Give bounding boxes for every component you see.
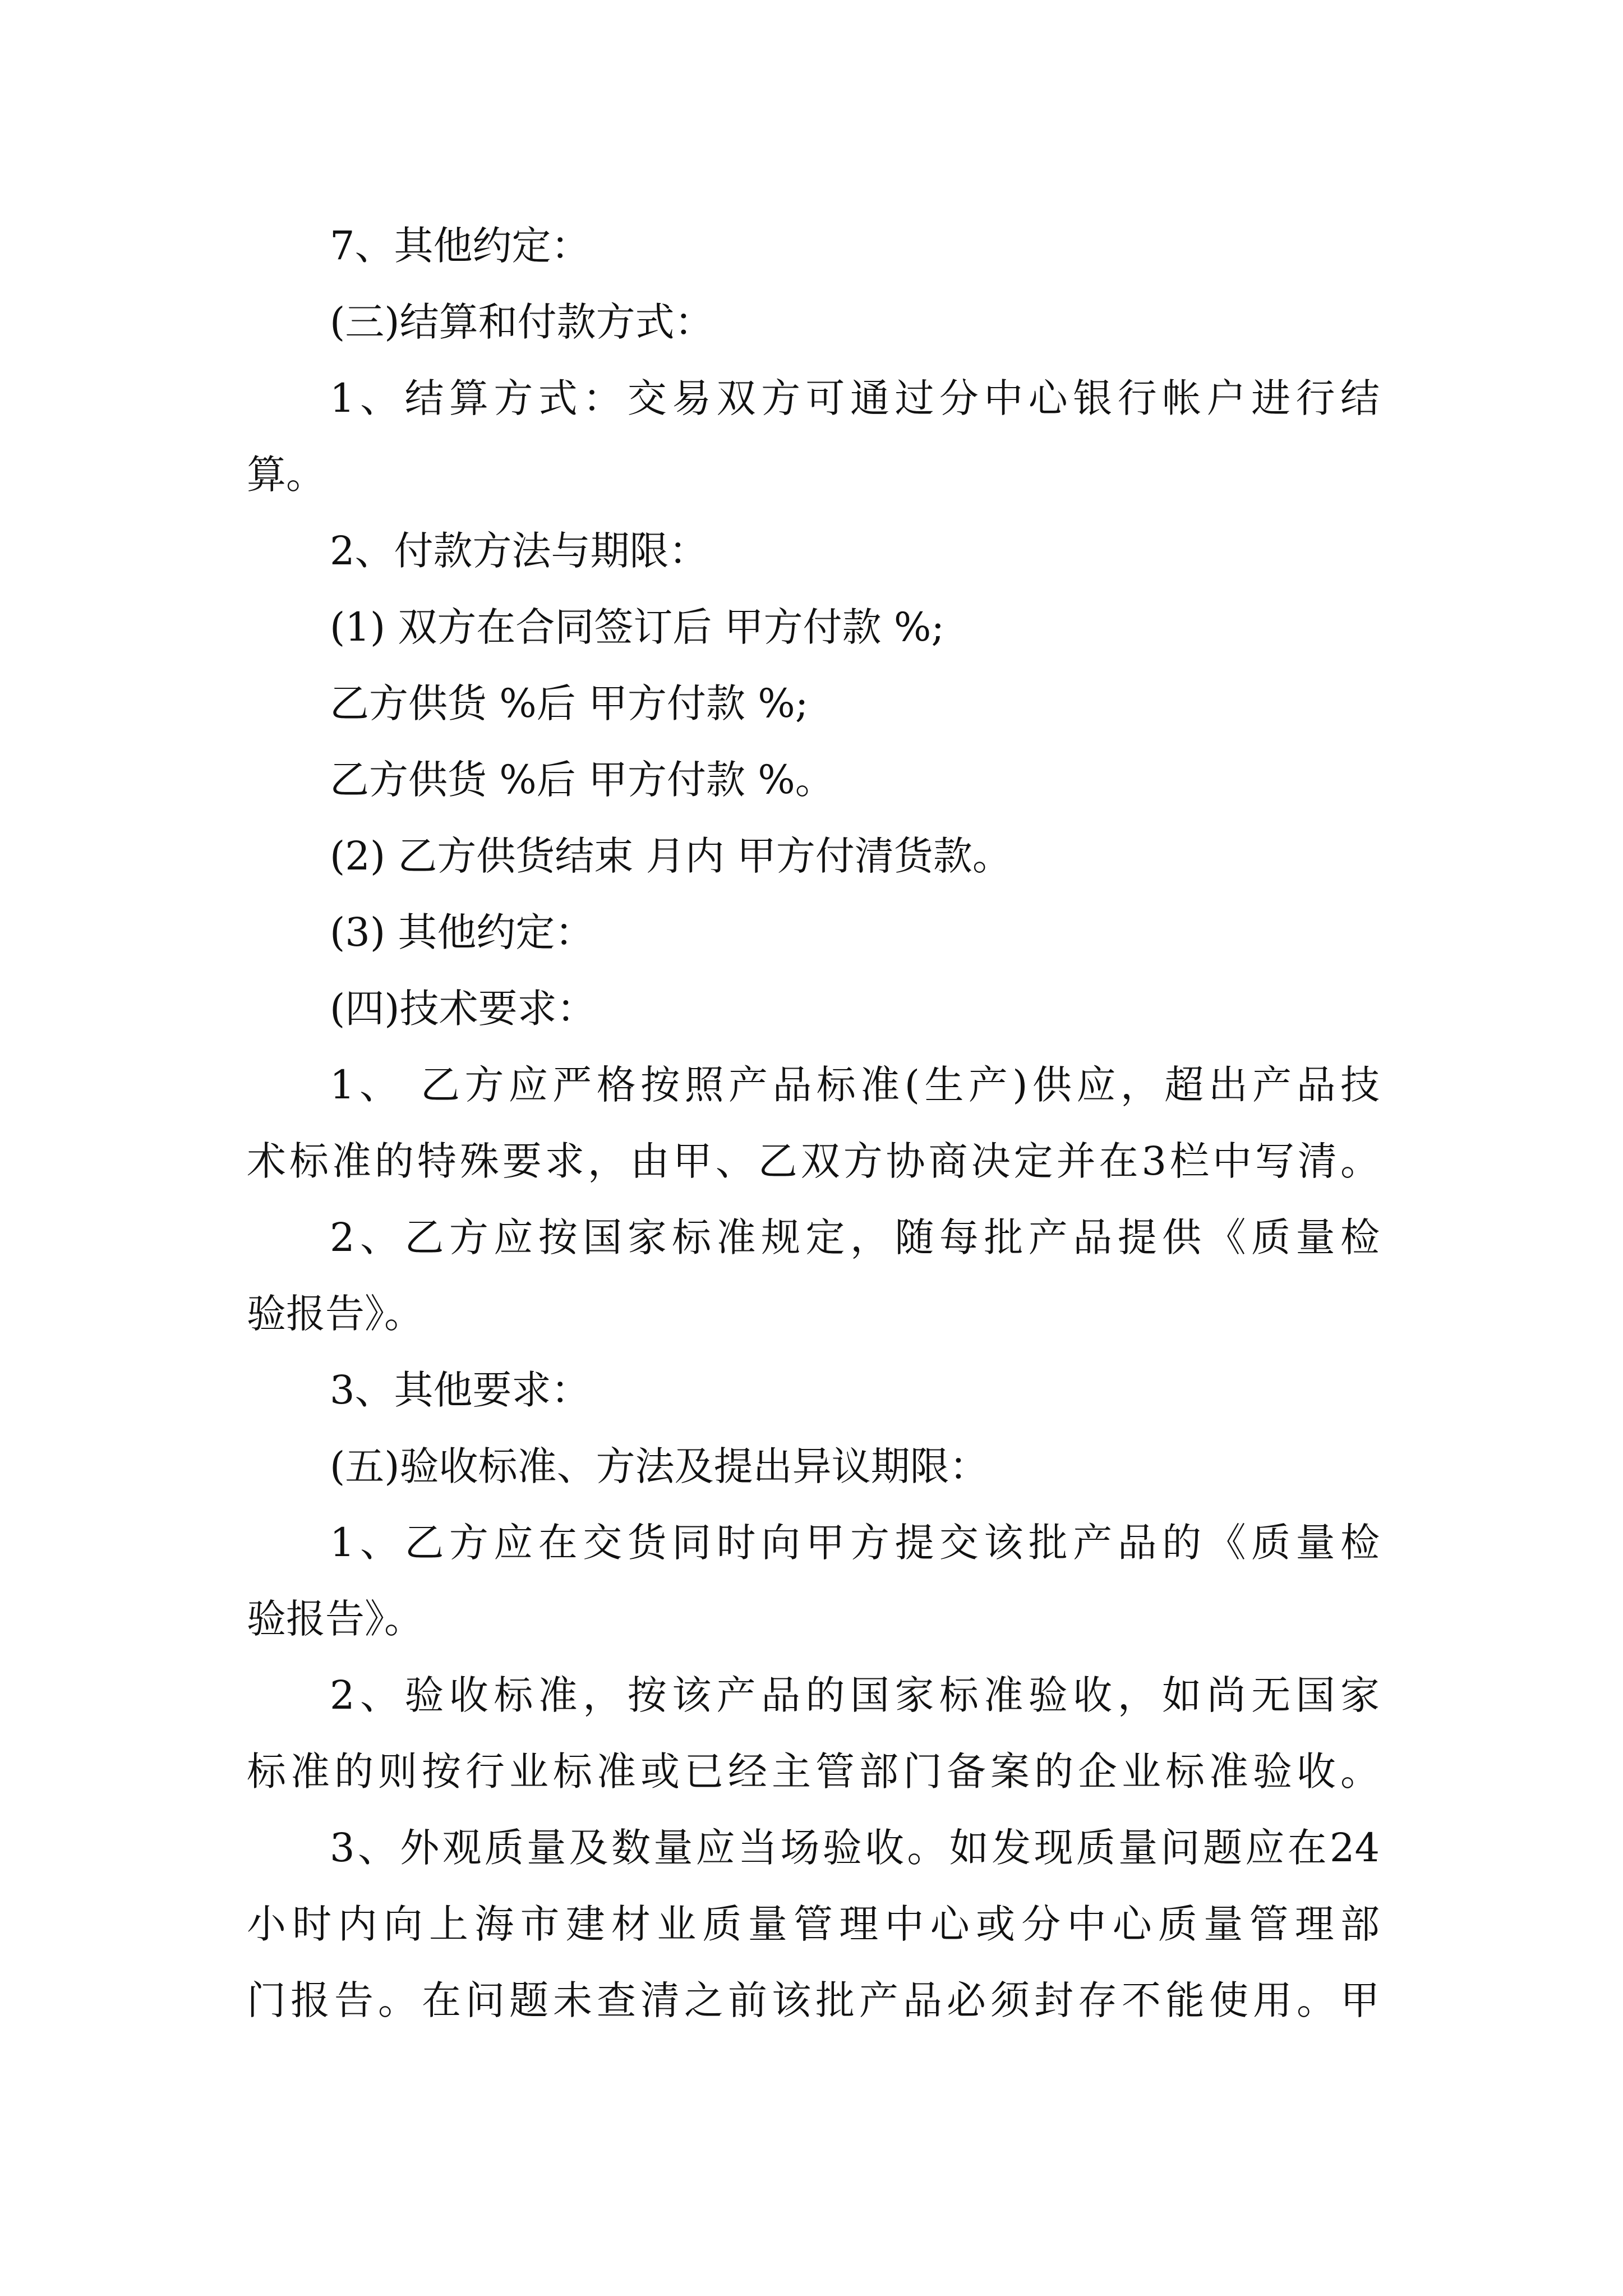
text-line: 乙方供货 %后 甲方付款 %; — [330, 680, 809, 726]
text-line: (2) 乙方供货结束 月内 甲方付清货款。 — [330, 833, 1012, 879]
section-heading: (四)技术要求： — [330, 986, 596, 1032]
text-line: 验报告》。 — [247, 1596, 423, 1642]
text-line: 2、乙方应按国家标准规定，随每批产品提供《质量检 — [330, 1214, 1380, 1260]
text-line: 1、 乙方应严格按照产品标准(生产)供应，超出产品技 — [330, 1062, 1380, 1108]
text-line: (3) 其他约定： — [330, 909, 594, 955]
text-line: 7、其他约定： — [330, 223, 591, 269]
text-line: 1、乙方应在交货同时向甲方提交该批产品的《质量检 — [330, 1520, 1380, 1566]
text-line: 2、验收标准，按该产品的国家标准验收，如尚无国家 — [330, 1672, 1380, 1718]
text-line: 3、外观质量及数量应当场验收。如发现质量问题应在24 — [330, 1825, 1380, 1871]
text-line: 验报告》。 — [247, 1291, 423, 1337]
text-line: 标准的则按行业标准或已经主管部门备案的企业标准验收。 — [247, 1749, 1380, 1795]
text-line: 小时内向上海市建材业质量管理中心或分中心质量管理部 — [247, 1901, 1380, 1947]
text-line: 术标准的特殊要求，由甲、乙双方协商决定并在3栏中写清。 — [247, 1138, 1380, 1184]
text-line: 1、结算方式：交易双方可通过分中心银行帐户进行结 — [330, 375, 1380, 421]
section-heading: (三)结算和付款方式： — [330, 299, 714, 345]
text-line: 2、付款方法与期限： — [330, 528, 708, 574]
document-body — [247, 208, 1380, 2039]
text-line: 算。 — [247, 452, 325, 498]
section-heading: (五)验收标准、方法及提出异议期限： — [330, 1443, 989, 1489]
text-line: 乙方供货 %后 甲方付款 %。 — [330, 757, 834, 803]
text-line: (1) 双方在合同签订后 甲方付款 %; — [330, 604, 945, 650]
text-line: 3、其他要求： — [330, 1367, 591, 1413]
text-line: 门报告。在问题未查清之前该批产品必须封存不能使用。甲 — [247, 1977, 1380, 2023]
